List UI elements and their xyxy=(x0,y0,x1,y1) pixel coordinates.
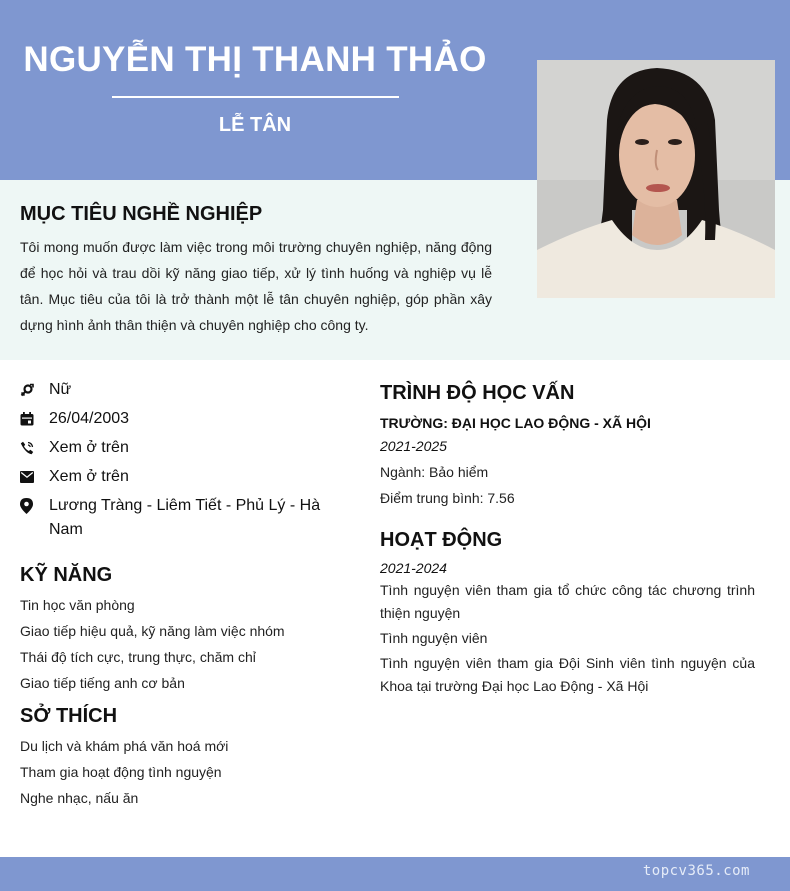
school-name: TRƯỜNG: ĐẠI HỌC LAO ĐỘNG - XÃ HỘI xyxy=(380,415,651,431)
phone-value: Xem ở trên xyxy=(49,439,129,456)
activity-item: Tình nguyện viên tham gia Đội Sinh viên tình nguyện của Khoa tại trường Đại học Lao Động - Xã Hội xyxy=(380,655,755,694)
header-divider xyxy=(112,96,399,98)
skills-title: KỸ NĂNG xyxy=(20,564,113,586)
contact-birthday xyxy=(20,407,330,431)
birthday-value: 26/04/2003 xyxy=(49,410,130,427)
job-title: LỄ TÂN xyxy=(218,114,292,136)
education-major: Ngành: Bảo hiểm xyxy=(380,464,489,480)
education-title: TRÌNH ĐỘ HỌC VẤN xyxy=(380,382,575,404)
objective-title: MỤC TIÊU NGHỀ NGHIỆP xyxy=(20,203,263,225)
contact-gender xyxy=(20,378,330,402)
profile-photo xyxy=(537,60,775,298)
contact-list xyxy=(20,378,330,547)
hobbies-title: SỞ THÍCH xyxy=(20,705,118,727)
envelope-icon xyxy=(20,465,36,489)
education-section xyxy=(380,382,755,511)
contact-email xyxy=(20,465,330,489)
footer-bar xyxy=(0,857,790,891)
skills-section xyxy=(20,564,340,696)
email-value: Xem ở trên xyxy=(49,468,129,485)
calendar-icon xyxy=(20,407,36,431)
education-gpa: Điểm trung bình: 7.56 xyxy=(380,490,515,506)
skill-item: Giao tiếp hiệu quả, kỹ năng làm việc nhóm xyxy=(20,623,285,639)
address-value: Lương Tràng - Liêm Tiết - Phủ Lý - Hà Nam xyxy=(49,497,321,538)
hobby-item: Nghe nhạc, nấu ăn xyxy=(20,790,139,806)
contact-address xyxy=(20,494,330,542)
candidate-name: NGUYỄN THỊ THANH THẢO xyxy=(23,40,487,79)
gender-icon xyxy=(20,378,36,402)
phone-icon xyxy=(20,436,36,460)
watermark: topcv365.com xyxy=(642,863,750,879)
activities-title: HOẠT ĐỘNG xyxy=(380,529,503,551)
skill-item: Tin học văn phòng xyxy=(20,597,135,613)
contact-phone xyxy=(20,436,330,460)
activity-item: Tình nguyện viên xyxy=(380,630,488,646)
skill-item: Giao tiếp tiếng anh cơ bản xyxy=(20,675,185,691)
activities-section xyxy=(380,529,755,700)
activity-item: Tình nguyện viên tham gia tổ chức công tác chương trình thiện nguyện xyxy=(380,582,755,621)
skill-item: Thái độ tích cực, trung thực, chăm chỉ xyxy=(20,649,256,665)
hobbies-section xyxy=(20,705,340,811)
hobby-item: Tham gia hoạt động tình nguyện xyxy=(20,764,222,780)
activities-period: 2021-2024 xyxy=(380,560,447,576)
objective-text: Tôi mong muốn được làm việc trong môi trường chuyên nghiệp, năng động để học hỏi và trau dồi kỹ năng giao tiếp, xử lý tình huống và nghiệp vụ lễ tân. Mục tiêu của tôi là trở thành một lễ tân chuyên nghiệp, góp phần xây dựng hình ảnh thân thiện và chuyên nghiệp cho công ty. xyxy=(20,239,492,333)
gender-value: Nữ xyxy=(49,381,72,398)
education-period: 2021-2025 xyxy=(380,438,447,454)
map-pin-icon xyxy=(20,494,36,518)
hobby-item: Du lịch và khám phá văn hoá mới xyxy=(20,738,229,754)
